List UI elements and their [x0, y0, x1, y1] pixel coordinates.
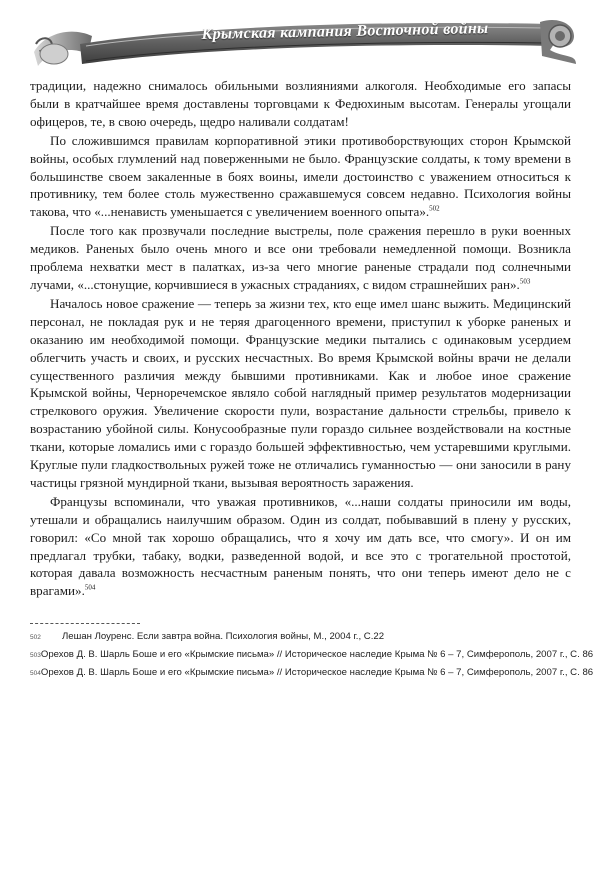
- header-title: Крымская кампания Восточной войны: [201, 19, 489, 44]
- footnote: [30, 664, 594, 682]
- footnote-text: Орехов Д. В. Шарль Боше и его «Крымские письма» // Историческое наследие Крыма № 6 – 7, Симферополь, 2007 г., С. 86: [40, 667, 594, 678]
- footnote-text: Орехов Д. В. Шарль Боше и его «Крымские письма» // Историческое наследие Крыма № 6 – 7, Симферополь, 2007 г., С. 86: [40, 649, 594, 660]
- footnote-number: 502: [30, 634, 41, 641]
- paragraph-text: По сложившимся правилам корпоративной этики противоборствующих сторон Крымской войны, особых глумлений над поверженными не было. Французские солдаты, к тому времени в большинстве своем закаленные в боях воины, имели достоинство с уважением относиться к противнику, тем более столь мужественно сражавшемуся совсем недавно. Психология войны такова, что «...ненависть уменьшается с увеличением военного опыта».: [30, 132, 571, 220]
- footnote-divider: [30, 623, 140, 624]
- footnotes: [30, 628, 594, 682]
- paragraph-text: После того как прозвучали последние выстрелы, поле сражения перешло в руки военных медиков. Раненых было очень много и все они требовали немедленной помощи. Возникла проблема нехватки мест в палатках, из-за чего многие раненые страдали под солнечными лучами, «...стонущие, корчившиеся в ужасных страданиях, с видом страшнейших ран».: [30, 223, 571, 292]
- paragraph-text: Началось новое сражение — теперь за жизни тех, кто еще имел шанс выжить. Медицинский персонал, не покладая рук и не теряя драгоценного времени, приступил к уборке раненых и оказанию им необходимой помощи. Французские медики пытались с одинаковым усердием облегчить участь и своих, и русских несчастных. Во время Крымской войны врачи не делали существенного различия между бывшими противниками. Как и любое иное сражение Крымской войны, Черноречемское являло собой наглядный пример результатов модернизации стрелкового оружия. Увеличение скорости пули, возрастание дальности стрельбы, привело к возрастанию убойной силы. Конусообразные пули гораздо сильнее воздействовали на костные ткани, которые ломались ими с гораздо большей эффективностью, чем устаревшими круглыми. Круглые пули гладкоствольных ружей тоже не отличались гуманностью — они заносили в рану частицы грязной мундирной ткани, вызывая вероятность заражения.: [30, 295, 571, 490]
- footnote: [30, 628, 571, 646]
- paragraph: [30, 77, 571, 131]
- footnote-reference: 502: [429, 204, 440, 213]
- paragraph: [30, 222, 571, 294]
- footnote-number: 503: [30, 652, 41, 659]
- paragraph: [30, 493, 571, 600]
- paragraph-text: Французы вспоминали, что уважая противников, «...наши солдаты приносили им воды, утешали и обращались наилучшим образом. Один из солдат, побывавший в плену у русских, говорил: «Со мной так хорошо обращались, что я хочу им дать все, что смогу». И он им предлагал трубки, табаку, водки, разведенной водой, и все это с трогательной простотой, которая давала возможность несчастным раненым понять, что они теперь имеют дело не с врагами».: [30, 493, 571, 599]
- paragraph-text: традиции, надежно снималось обильными возлияниями алкоголя. Необходимые его запасы были в кратчайшее время доставлены торговцами к Федюхиным высотам. Генералы угощали офицеров, те, в свою очередь, щедро наливали солдатам!: [30, 78, 571, 129]
- footnote-text: Лешан Лоуренс. Если завтра война. Психология войны, М., 2004 г., С.22: [62, 631, 385, 642]
- header-banner: [30, 14, 578, 76]
- paragraph: [30, 295, 571, 492]
- footnote-reference: 503: [519, 277, 531, 286]
- paragraph: [30, 132, 571, 222]
- article-body: [30, 77, 571, 600]
- footnote: [30, 646, 594, 664]
- footnote-number: 504: [30, 670, 41, 677]
- footnote-reference: 504: [84, 584, 96, 593]
